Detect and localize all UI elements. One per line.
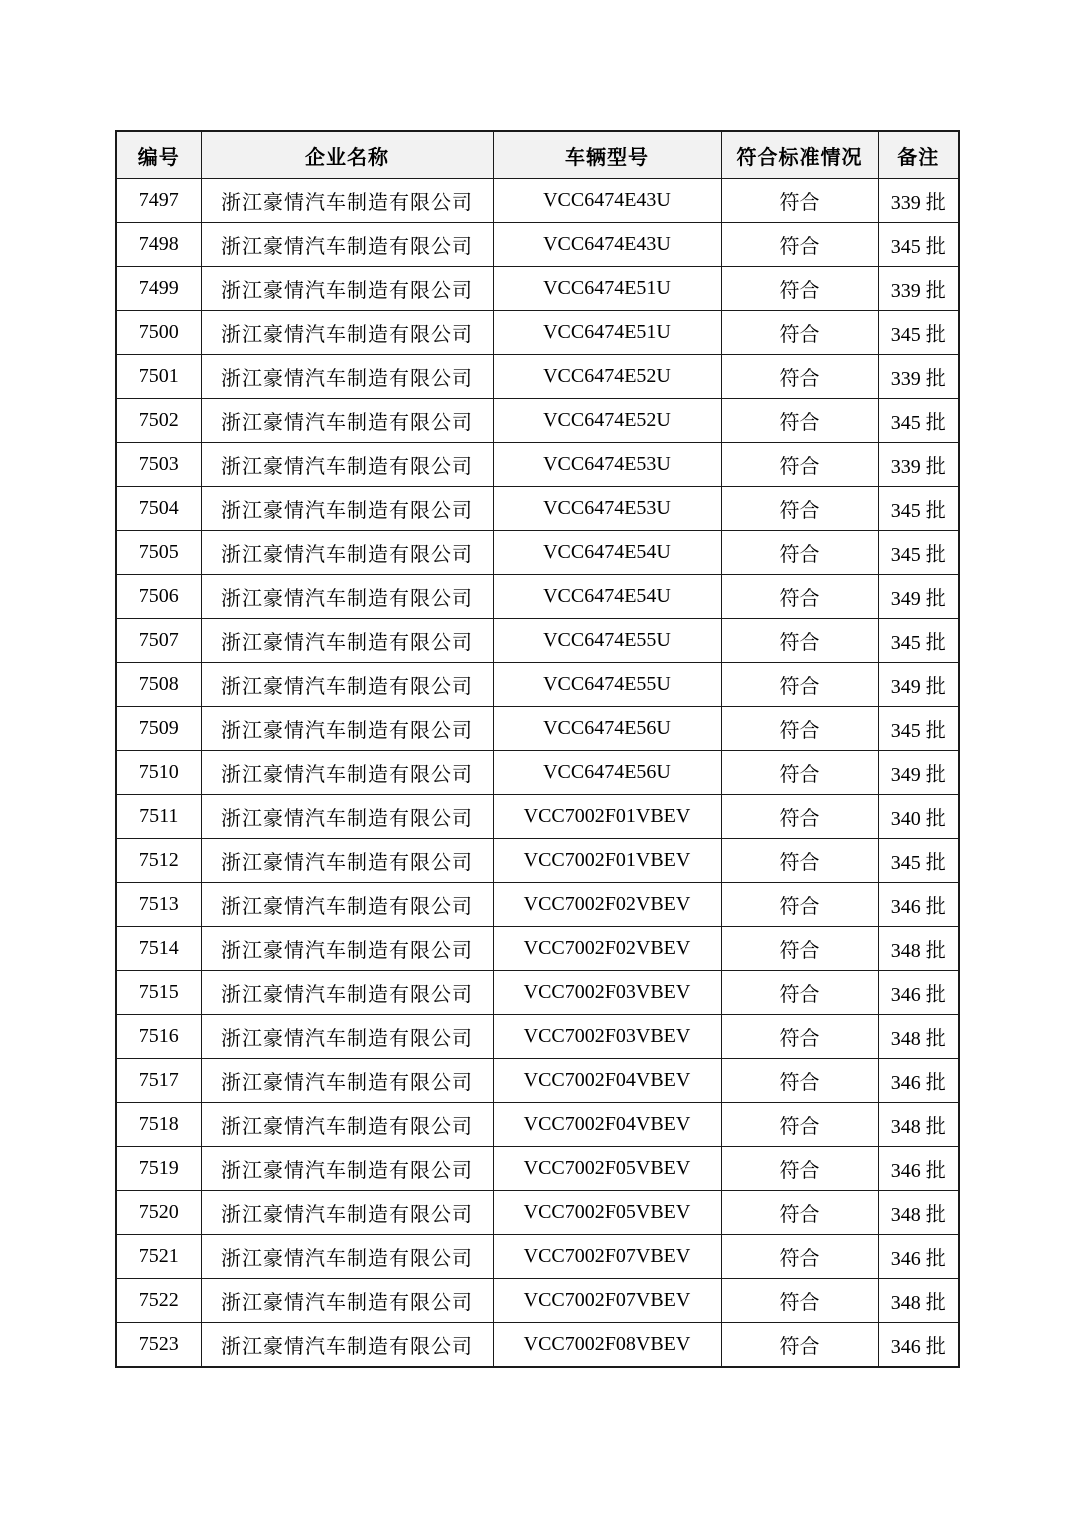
cell-company: 浙江豪情汽车制造有限公司 bbox=[201, 443, 493, 487]
cell-model: VCC6474E52U bbox=[493, 355, 721, 399]
cell-id: 7511 bbox=[116, 795, 201, 839]
cell-remark: 345 批 bbox=[878, 223, 959, 267]
cell-id: 7497 bbox=[116, 179, 201, 223]
table-row bbox=[116, 971, 959, 1015]
cell-compliance: 符合 bbox=[721, 575, 878, 619]
cell-remark: 345 批 bbox=[878, 311, 959, 355]
cell-company: 浙江豪情汽车制造有限公司 bbox=[201, 927, 493, 971]
cell-id: 7519 bbox=[116, 1147, 201, 1191]
cell-model: VCC7002F02VBEV bbox=[493, 883, 721, 927]
cell-id: 7500 bbox=[116, 311, 201, 355]
cell-id: 7501 bbox=[116, 355, 201, 399]
cell-model: VCC6474E43U bbox=[493, 223, 721, 267]
cell-model: VCC6474E54U bbox=[493, 531, 721, 575]
cell-model: VCC6474E53U bbox=[493, 487, 721, 531]
table-row bbox=[116, 1147, 959, 1191]
compliance-table bbox=[115, 130, 960, 1368]
cell-model: VCC7002F01VBEV bbox=[493, 795, 721, 839]
cell-remark: 345 批 bbox=[878, 487, 959, 531]
cell-remark: 348 批 bbox=[878, 1279, 959, 1323]
cell-compliance: 符合 bbox=[721, 1191, 878, 1235]
cell-compliance: 符合 bbox=[721, 795, 878, 839]
table-row bbox=[116, 619, 959, 663]
cell-remark: 339 批 bbox=[878, 443, 959, 487]
cell-remark: 339 批 bbox=[878, 355, 959, 399]
cell-compliance: 符合 bbox=[721, 311, 878, 355]
table-row bbox=[116, 839, 959, 883]
cell-id: 7517 bbox=[116, 1059, 201, 1103]
cell-model: VCC7002F01VBEV bbox=[493, 839, 721, 883]
cell-model: VCC7002F08VBEV bbox=[493, 1323, 721, 1368]
cell-remark: 348 批 bbox=[878, 927, 959, 971]
cell-remark: 346 批 bbox=[878, 883, 959, 927]
cell-company: 浙江豪情汽车制造有限公司 bbox=[201, 839, 493, 883]
table-row bbox=[116, 443, 959, 487]
cell-id: 7521 bbox=[116, 1235, 201, 1279]
cell-company: 浙江豪情汽车制造有限公司 bbox=[201, 971, 493, 1015]
cell-compliance: 符合 bbox=[721, 531, 878, 575]
table-row bbox=[116, 1059, 959, 1103]
cell-model: VCC7002F02VBEV bbox=[493, 927, 721, 971]
cell-id: 7499 bbox=[116, 267, 201, 311]
cell-compliance: 符合 bbox=[721, 267, 878, 311]
table-row bbox=[116, 1103, 959, 1147]
cell-model: VCC7002F03VBEV bbox=[493, 1015, 721, 1059]
cell-compliance: 符合 bbox=[721, 1103, 878, 1147]
cell-company: 浙江豪情汽车制造有限公司 bbox=[201, 751, 493, 795]
table-row bbox=[116, 1323, 959, 1368]
cell-compliance: 符合 bbox=[721, 1323, 878, 1368]
table-row bbox=[116, 355, 959, 399]
cell-compliance: 符合 bbox=[721, 1059, 878, 1103]
table-row bbox=[116, 883, 959, 927]
cell-remark: 349 批 bbox=[878, 575, 959, 619]
cell-id: 7514 bbox=[116, 927, 201, 971]
cell-remark: 346 批 bbox=[878, 1235, 959, 1279]
cell-model: VCC6474E43U bbox=[493, 179, 721, 223]
cell-id: 7520 bbox=[116, 1191, 201, 1235]
cell-company: 浙江豪情汽车制造有限公司 bbox=[201, 267, 493, 311]
cell-remark: 345 批 bbox=[878, 839, 959, 883]
cell-remark: 345 批 bbox=[878, 399, 959, 443]
cell-remark: 349 批 bbox=[878, 751, 959, 795]
cell-model: VCC6474E51U bbox=[493, 311, 721, 355]
cell-company: 浙江豪情汽车制造有限公司 bbox=[201, 311, 493, 355]
table-row bbox=[116, 223, 959, 267]
cell-company: 浙江豪情汽车制造有限公司 bbox=[201, 1015, 493, 1059]
table-row bbox=[116, 1235, 959, 1279]
cell-id: 7507 bbox=[116, 619, 201, 663]
table-row bbox=[116, 311, 959, 355]
cell-company: 浙江豪情汽车制造有限公司 bbox=[201, 487, 493, 531]
cell-compliance: 符合 bbox=[721, 971, 878, 1015]
cell-company: 浙江豪情汽车制造有限公司 bbox=[201, 1323, 493, 1368]
cell-model: VCC6474E54U bbox=[493, 575, 721, 619]
cell-model: VCC6474E55U bbox=[493, 663, 721, 707]
cell-remark: 345 批 bbox=[878, 707, 959, 751]
table-row bbox=[116, 1191, 959, 1235]
cell-compliance: 符合 bbox=[721, 1279, 878, 1323]
cell-company: 浙江豪情汽车制造有限公司 bbox=[201, 1279, 493, 1323]
cell-company: 浙江豪情汽车制造有限公司 bbox=[201, 223, 493, 267]
table-row bbox=[116, 663, 959, 707]
cell-remark: 339 批 bbox=[878, 267, 959, 311]
table-row bbox=[116, 1279, 959, 1323]
cell-remark: 340 批 bbox=[878, 795, 959, 839]
cell-id: 7522 bbox=[116, 1279, 201, 1323]
cell-compliance: 符合 bbox=[721, 399, 878, 443]
cell-company: 浙江豪情汽车制造有限公司 bbox=[201, 619, 493, 663]
cell-company: 浙江豪情汽车制造有限公司 bbox=[201, 883, 493, 927]
cell-company: 浙江豪情汽车制造有限公司 bbox=[201, 795, 493, 839]
cell-remark: 346 批 bbox=[878, 1059, 959, 1103]
cell-model: VCC7002F05VBEV bbox=[493, 1191, 721, 1235]
cell-company: 浙江豪情汽车制造有限公司 bbox=[201, 1191, 493, 1235]
cell-id: 7512 bbox=[116, 839, 201, 883]
cell-model: VCC7002F05VBEV bbox=[493, 1147, 721, 1191]
cell-model: VCC7002F04VBEV bbox=[493, 1059, 721, 1103]
cell-id: 7504 bbox=[116, 487, 201, 531]
cell-company: 浙江豪情汽车制造有限公司 bbox=[201, 355, 493, 399]
cell-id: 7505 bbox=[116, 531, 201, 575]
cell-model: VCC6474E52U bbox=[493, 399, 721, 443]
table-row bbox=[116, 1015, 959, 1059]
table-row bbox=[116, 795, 959, 839]
cell-model: VCC6474E56U bbox=[493, 707, 721, 751]
table-row bbox=[116, 751, 959, 795]
cell-model: VCC6474E56U bbox=[493, 751, 721, 795]
header-model: 车辆型号 bbox=[493, 131, 721, 179]
cell-remark: 346 批 bbox=[878, 971, 959, 1015]
cell-compliance: 符合 bbox=[721, 355, 878, 399]
cell-compliance: 符合 bbox=[721, 179, 878, 223]
table-row bbox=[116, 267, 959, 311]
cell-remark: 348 批 bbox=[878, 1015, 959, 1059]
cell-company: 浙江豪情汽车制造有限公司 bbox=[201, 1235, 493, 1279]
cell-model: VCC6474E53U bbox=[493, 443, 721, 487]
header-remark: 备注 bbox=[878, 131, 959, 179]
cell-remark: 339 批 bbox=[878, 179, 959, 223]
cell-company: 浙江豪情汽车制造有限公司 bbox=[201, 179, 493, 223]
table-header bbox=[116, 131, 959, 179]
header-compliance: 符合标准情况 bbox=[721, 131, 878, 179]
cell-id: 7510 bbox=[116, 751, 201, 795]
cell-remark: 346 批 bbox=[878, 1147, 959, 1191]
cell-compliance: 符合 bbox=[721, 839, 878, 883]
table-row bbox=[116, 575, 959, 619]
cell-compliance: 符合 bbox=[721, 1147, 878, 1191]
cell-model: VCC7002F04VBEV bbox=[493, 1103, 721, 1147]
cell-remark: 346 批 bbox=[878, 1323, 959, 1368]
cell-model: VCC7002F07VBEV bbox=[493, 1235, 721, 1279]
table-row bbox=[116, 927, 959, 971]
cell-id: 7498 bbox=[116, 223, 201, 267]
cell-id: 7515 bbox=[116, 971, 201, 1015]
cell-remark: 348 批 bbox=[878, 1103, 959, 1147]
cell-company: 浙江豪情汽车制造有限公司 bbox=[201, 575, 493, 619]
cell-company: 浙江豪情汽车制造有限公司 bbox=[201, 531, 493, 575]
cell-id: 7516 bbox=[116, 1015, 201, 1059]
table-header-row bbox=[116, 131, 959, 179]
table-row bbox=[116, 487, 959, 531]
cell-id: 7503 bbox=[116, 443, 201, 487]
cell-compliance: 符合 bbox=[721, 487, 878, 531]
cell-id: 7513 bbox=[116, 883, 201, 927]
cell-remark: 345 批 bbox=[878, 619, 959, 663]
cell-id: 7502 bbox=[116, 399, 201, 443]
cell-compliance: 符合 bbox=[721, 883, 878, 927]
cell-compliance: 符合 bbox=[721, 927, 878, 971]
cell-id: 7523 bbox=[116, 1323, 201, 1368]
cell-model: VCC6474E51U bbox=[493, 267, 721, 311]
cell-company: 浙江豪情汽车制造有限公司 bbox=[201, 1103, 493, 1147]
cell-model: VCC6474E55U bbox=[493, 619, 721, 663]
header-company: 企业名称 bbox=[201, 131, 493, 179]
table-row bbox=[116, 399, 959, 443]
cell-remark: 348 批 bbox=[878, 1191, 959, 1235]
table-row bbox=[116, 531, 959, 575]
cell-compliance: 符合 bbox=[721, 619, 878, 663]
cell-compliance: 符合 bbox=[721, 223, 878, 267]
table-row bbox=[116, 179, 959, 223]
cell-model: VCC7002F03VBEV bbox=[493, 971, 721, 1015]
table-row bbox=[116, 707, 959, 751]
cell-id: 7506 bbox=[116, 575, 201, 619]
cell-id: 7509 bbox=[116, 707, 201, 751]
cell-compliance: 符合 bbox=[721, 707, 878, 751]
cell-compliance: 符合 bbox=[721, 663, 878, 707]
cell-id: 7508 bbox=[116, 663, 201, 707]
cell-remark: 345 批 bbox=[878, 531, 959, 575]
cell-model: VCC7002F07VBEV bbox=[493, 1279, 721, 1323]
cell-company: 浙江豪情汽车制造有限公司 bbox=[201, 707, 493, 751]
cell-company: 浙江豪情汽车制造有限公司 bbox=[201, 1147, 493, 1191]
cell-compliance: 符合 bbox=[721, 1015, 878, 1059]
cell-compliance: 符合 bbox=[721, 443, 878, 487]
cell-company: 浙江豪情汽车制造有限公司 bbox=[201, 663, 493, 707]
cell-company: 浙江豪情汽车制造有限公司 bbox=[201, 399, 493, 443]
cell-company: 浙江豪情汽车制造有限公司 bbox=[201, 1059, 493, 1103]
cell-id: 7518 bbox=[116, 1103, 201, 1147]
cell-compliance: 符合 bbox=[721, 1235, 878, 1279]
header-id: 编号 bbox=[116, 131, 201, 179]
cell-remark: 349 批 bbox=[878, 663, 959, 707]
table-body bbox=[116, 179, 959, 1368]
cell-compliance: 符合 bbox=[721, 751, 878, 795]
